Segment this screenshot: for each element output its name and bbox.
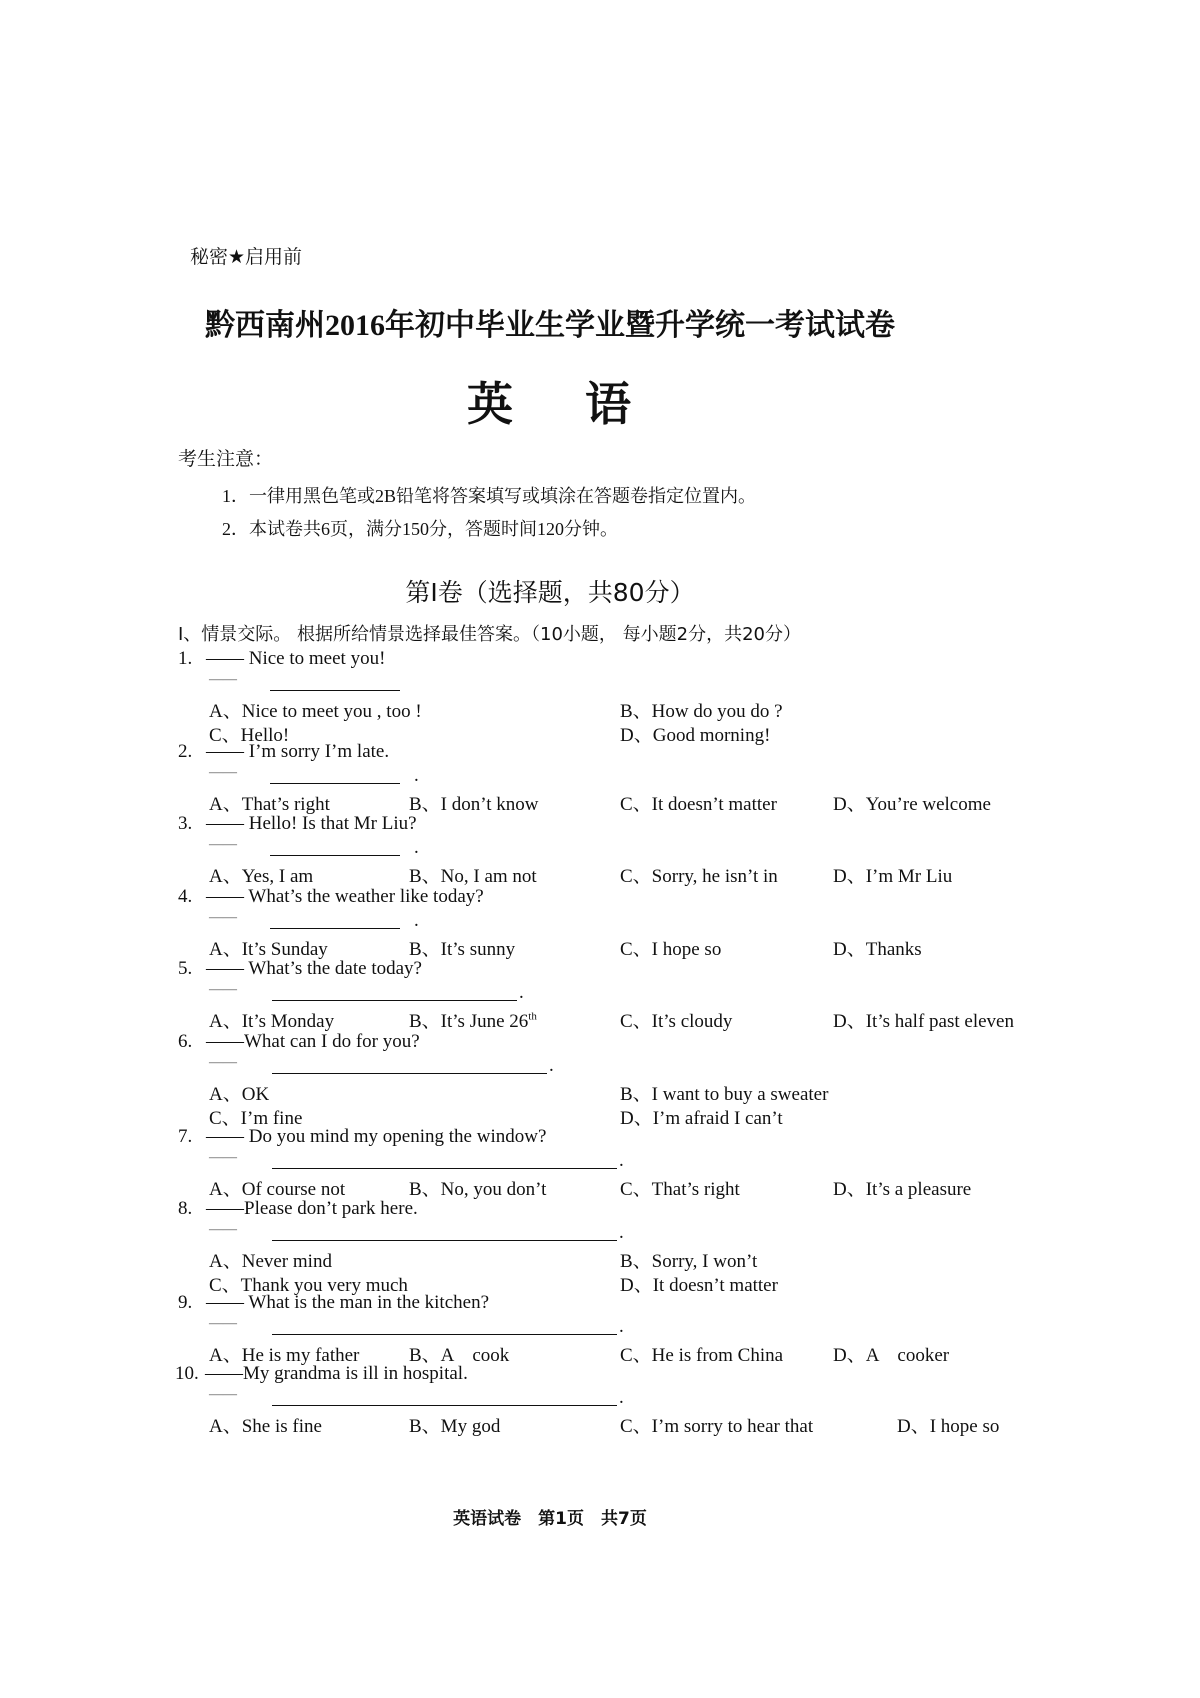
option-text: B、My god — [409, 1416, 501, 1437]
answer-blank[interactable] — [272, 982, 517, 1001]
option-text: C、I’m sorry to hear that — [620, 1416, 814, 1437]
option-b[interactable] — [409, 1006, 537, 1033]
option-text: A、Yes, I am — [209, 866, 314, 887]
subject-char-1: 英 — [467, 377, 515, 431]
option-text: B、Sorry, I won’t — [620, 1251, 758, 1272]
exam-title: 黔西南州2016年初中毕业生学业暨升学统一考试试卷 — [205, 309, 895, 342]
answer-dash: —— — [209, 837, 237, 852]
notice-item: 1．一律用黑色笔或2B铅笔将答案填写或填涂在答题卷指定位置内。 — [222, 486, 757, 506]
option-a[interactable] — [209, 861, 313, 888]
answer-blank[interactable] — [272, 1316, 617, 1335]
option-b[interactable] — [620, 1079, 828, 1106]
answer-blank[interactable] — [270, 910, 400, 929]
option-text: C、It doesn’t matter — [620, 794, 777, 815]
blank-period: . — [619, 1150, 624, 1171]
question-prompt: —— Hello! Is that Mr Liu? — [206, 813, 417, 834]
answer-blank[interactable] — [270, 765, 400, 784]
option-c[interactable] — [620, 934, 721, 961]
option-text: D、I’m Mr Liu — [833, 866, 953, 887]
question-prompt: —— What is the man in the kitchen? — [206, 1292, 489, 1313]
option-text: B、It’s sunny — [409, 939, 516, 960]
answer-blank[interactable] — [272, 1150, 617, 1169]
question-number: 6. — [178, 1031, 193, 1052]
option-d[interactable] — [620, 1103, 783, 1130]
answer-dash: —— — [209, 1222, 237, 1237]
option-text: B、No, I am not — [409, 866, 537, 887]
option-text: D、You’re welcome — [833, 794, 991, 815]
blank-period: . — [414, 910, 419, 931]
option-a[interactable] — [209, 1079, 269, 1106]
option-b[interactable] — [620, 696, 783, 723]
option-text: C、It’s cloudy — [620, 1011, 733, 1032]
question-prompt: ——My grandma is ill in hospital. — [205, 1363, 468, 1384]
option-a[interactable] — [209, 1174, 345, 1201]
option-text: D、It doesn’t matter — [620, 1275, 778, 1296]
blank-period: . — [519, 982, 524, 1003]
option-b[interactable] — [409, 1411, 500, 1438]
option-text: A、Never mind — [209, 1251, 332, 1272]
option-text: D、Thanks — [833, 939, 922, 960]
question-prompt: —— What’s the weather like today? — [206, 886, 484, 907]
answer-dash: —— — [209, 672, 237, 687]
option-b[interactable] — [409, 1174, 546, 1201]
blank-period: . — [619, 1222, 624, 1243]
question-number: 3. — [178, 813, 193, 834]
blank-period: . — [549, 1055, 554, 1076]
option-text: A、It’s Sunday — [209, 939, 328, 960]
option-text: A、Nice to meet you , too ! — [209, 701, 422, 722]
option-b[interactable] — [409, 934, 515, 961]
option-text: C、He is from China — [620, 1345, 784, 1366]
question-prompt: —— What’s the date today? — [206, 958, 422, 979]
option-text: D、Good morning! — [620, 725, 771, 746]
option-text: D、It’s half past eleven — [833, 1011, 1014, 1032]
option-d[interactable] — [620, 720, 770, 747]
question-number: 7. — [178, 1126, 193, 1147]
subject-title — [0, 368, 1100, 434]
blank-period: . — [414, 765, 419, 786]
option-text: B、No, you don’t — [409, 1179, 547, 1200]
option-c[interactable] — [620, 1411, 813, 1438]
option-text: A、He is my father — [209, 1345, 360, 1366]
option-d[interactable] — [833, 934, 922, 961]
option-c[interactable] — [620, 1006, 732, 1033]
option-d[interactable] — [897, 1411, 999, 1438]
option-text: C、Hello! — [209, 725, 290, 746]
notice-label: 考生注意： — [178, 448, 274, 470]
answer-dash: —— — [209, 1387, 237, 1402]
option-text: B、How do you do ? — [620, 701, 783, 722]
question-number: 8. — [178, 1198, 193, 1219]
question-number: 9. — [178, 1292, 193, 1313]
option-text: B、It’s June 26 — [409, 1011, 529, 1032]
option-b[interactable] — [620, 1246, 757, 1273]
option-c[interactable] — [620, 1174, 740, 1201]
option-text: C、I hope so — [620, 939, 722, 960]
option-text: D、A cooker — [833, 1345, 950, 1366]
option-a[interactable] — [209, 934, 328, 961]
answer-blank[interactable] — [272, 1055, 547, 1074]
option-a[interactable] — [209, 1246, 332, 1273]
option-text: A、She is fine — [209, 1416, 322, 1437]
question-prompt: —— Do you mind my opening the window? — [206, 1126, 547, 1147]
option-text: C、Sorry, he isn’t in — [620, 866, 778, 887]
blank-period: . — [619, 1387, 624, 1408]
ordinal-suffix: th — [528, 1010, 537, 1023]
question-number: 2. — [178, 741, 193, 762]
option-text: B、I don’t know — [409, 794, 539, 815]
question-number: 5. — [178, 958, 193, 979]
question-prompt: ——What can I do for you? — [206, 1031, 420, 1052]
option-d[interactable] — [833, 789, 991, 816]
option-d[interactable] — [833, 1006, 1014, 1033]
subject-char-2: 语 — [585, 377, 633, 431]
page-footer: 英语试卷 第1页 共7页 — [453, 1509, 647, 1529]
option-a[interactable] — [209, 1006, 334, 1033]
question-prompt: —— I’m sorry I’m late. — [206, 741, 390, 762]
option-d[interactable] — [833, 1174, 971, 1201]
option-text: D、It’s a pleasure — [833, 1179, 972, 1200]
part-title: 第Ⅰ卷（选择题，共80分） — [405, 578, 695, 607]
option-d[interactable] — [620, 1270, 778, 1297]
answer-dash: —— — [209, 1316, 237, 1331]
option-c[interactable] — [620, 1340, 783, 1367]
answer-blank[interactable] — [272, 1387, 617, 1406]
option-text: A、Of course not — [209, 1179, 346, 1200]
option-c[interactable] — [620, 789, 777, 816]
option-text: A、It’s Monday — [209, 1011, 335, 1032]
option-a[interactable] — [209, 789, 330, 816]
option-text: C、Thank you very much — [209, 1275, 408, 1296]
answer-blank[interactable] — [272, 1222, 617, 1241]
option-text: C、I’m fine — [209, 1108, 303, 1129]
answer-dash: —— — [209, 982, 237, 997]
option-text: A、That’s right — [209, 794, 330, 815]
option-text: B、A cook — [409, 1345, 510, 1366]
option-text: C、That’s right — [620, 1179, 740, 1200]
answer-dash: —— — [209, 765, 237, 780]
option-b[interactable] — [409, 861, 537, 888]
answer-dash: —— — [209, 1055, 237, 1070]
option-text: B、I want to buy a sweater — [620, 1084, 829, 1105]
option-c[interactable] — [620, 861, 778, 888]
option-a[interactable] — [209, 1411, 322, 1438]
option-text: D、I’m afraid I can’t — [620, 1108, 783, 1129]
answer-blank[interactable] — [270, 672, 400, 691]
section-title: Ⅰ、情景交际。 根据所给情景选择最佳答案。（10小题， 每小题2分，共20分） — [178, 624, 802, 645]
option-text: A、OK — [209, 1084, 270, 1105]
confidential-label: 秘密★启用前 — [190, 246, 303, 268]
option-d[interactable] — [833, 861, 952, 888]
question-number: 4. — [178, 886, 193, 907]
blank-period: . — [619, 1316, 624, 1337]
option-text: D、I hope so — [897, 1416, 1000, 1437]
question-number: 10. — [175, 1363, 199, 1384]
option-b[interactable] — [409, 789, 538, 816]
option-a[interactable] — [209, 696, 422, 723]
blank-period: . — [414, 837, 419, 858]
answer-dash: —— — [209, 1150, 237, 1165]
answer-dash: —— — [209, 910, 237, 925]
notice-item: 2．本试卷共6页，满分150分，答题时间120分钟。 — [222, 519, 618, 539]
answer-blank[interactable] — [270, 837, 400, 856]
question-number: 1. — [178, 648, 193, 669]
option-d[interactable] — [833, 1340, 949, 1367]
question-prompt: ——Please don’t park here. — [206, 1198, 418, 1219]
question-prompt: —— Nice to meet you! — [206, 648, 386, 669]
